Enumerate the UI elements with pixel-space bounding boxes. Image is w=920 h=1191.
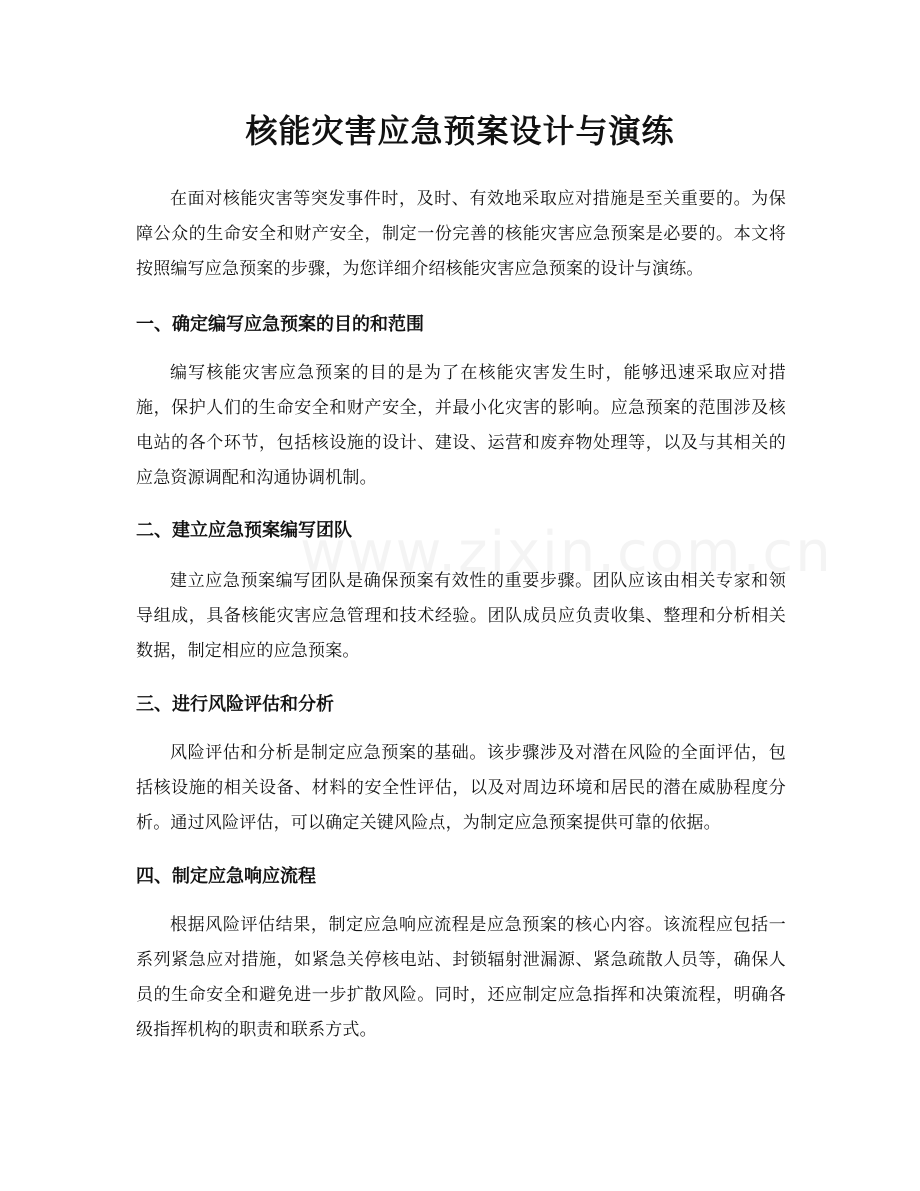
section-heading-4: 四、制定应急响应流程 [136,866,316,887]
section-heading-1: 一、确定编写应急预案的目的和范围 [136,314,424,335]
intro-paragraph: 在面对核能灾害等突发事件时，及时、有效地采取应对措施是至关重要的。为保障公众的生命安全和财产安全，制定一份完善的核能灾害应急预案是必要的。本文将按照编写应急预案的步骤，为您详细介绍核能灾害应急预案的设计与演练。 [136,189,786,279]
section-body-2: 建立应急预案编写团队是确保预案有效性的重要步骤。团队应该由相关专家和领导组成，具备核能灾害应急管理和技术经验。团队成员应负责收集、整理和分析相关数据，制定相应的应急预案。 [136,571,786,661]
section-heading-2: 二、建立应急预案编写团队 [136,520,352,541]
section-body-3: 风险评估和分析是制定应急预案的基础。该步骤涉及对潜在风险的全面评估，包括核设施的相关设备、材料的安全性评估，以及对周边环境和居民的潜在威胁程度分析。通过风险评估，可以确定关键风险点，为制定应急预案提供可靠的依据。 [136,743,786,833]
section-body-4: 根据风险评估结果，制定应急响应流程是应急预案的核心内容。该流程应包括一系列紧急应对措施，如紧急关停核电站、封锁辐射泄漏源、紧急疏散人员等，确保人员的生命安全和避免进一步扩散风险。同时，还应制定应急指挥和决策流程，明确各级指挥机构的职责和联系方式。 [136,915,786,1040]
section-body-1: 编写核能灾害应急预案的目的是为了在核能灾害发生时，能够迅速采取应对措施，保护人们的生命安全和财产安全，并最小化灾害的影响。应急预案的范围涉及核电站的各个环节，包括核设施的设计、建设、运营和废弃物处理等，以及与其相关的应急资源调配和沟通协调机制。 [136,363,786,488]
document-title: 核能灾害应急预案设计与演练 [245,112,675,150]
section-heading-3: 三、进行风险评估和分析 [136,694,334,715]
